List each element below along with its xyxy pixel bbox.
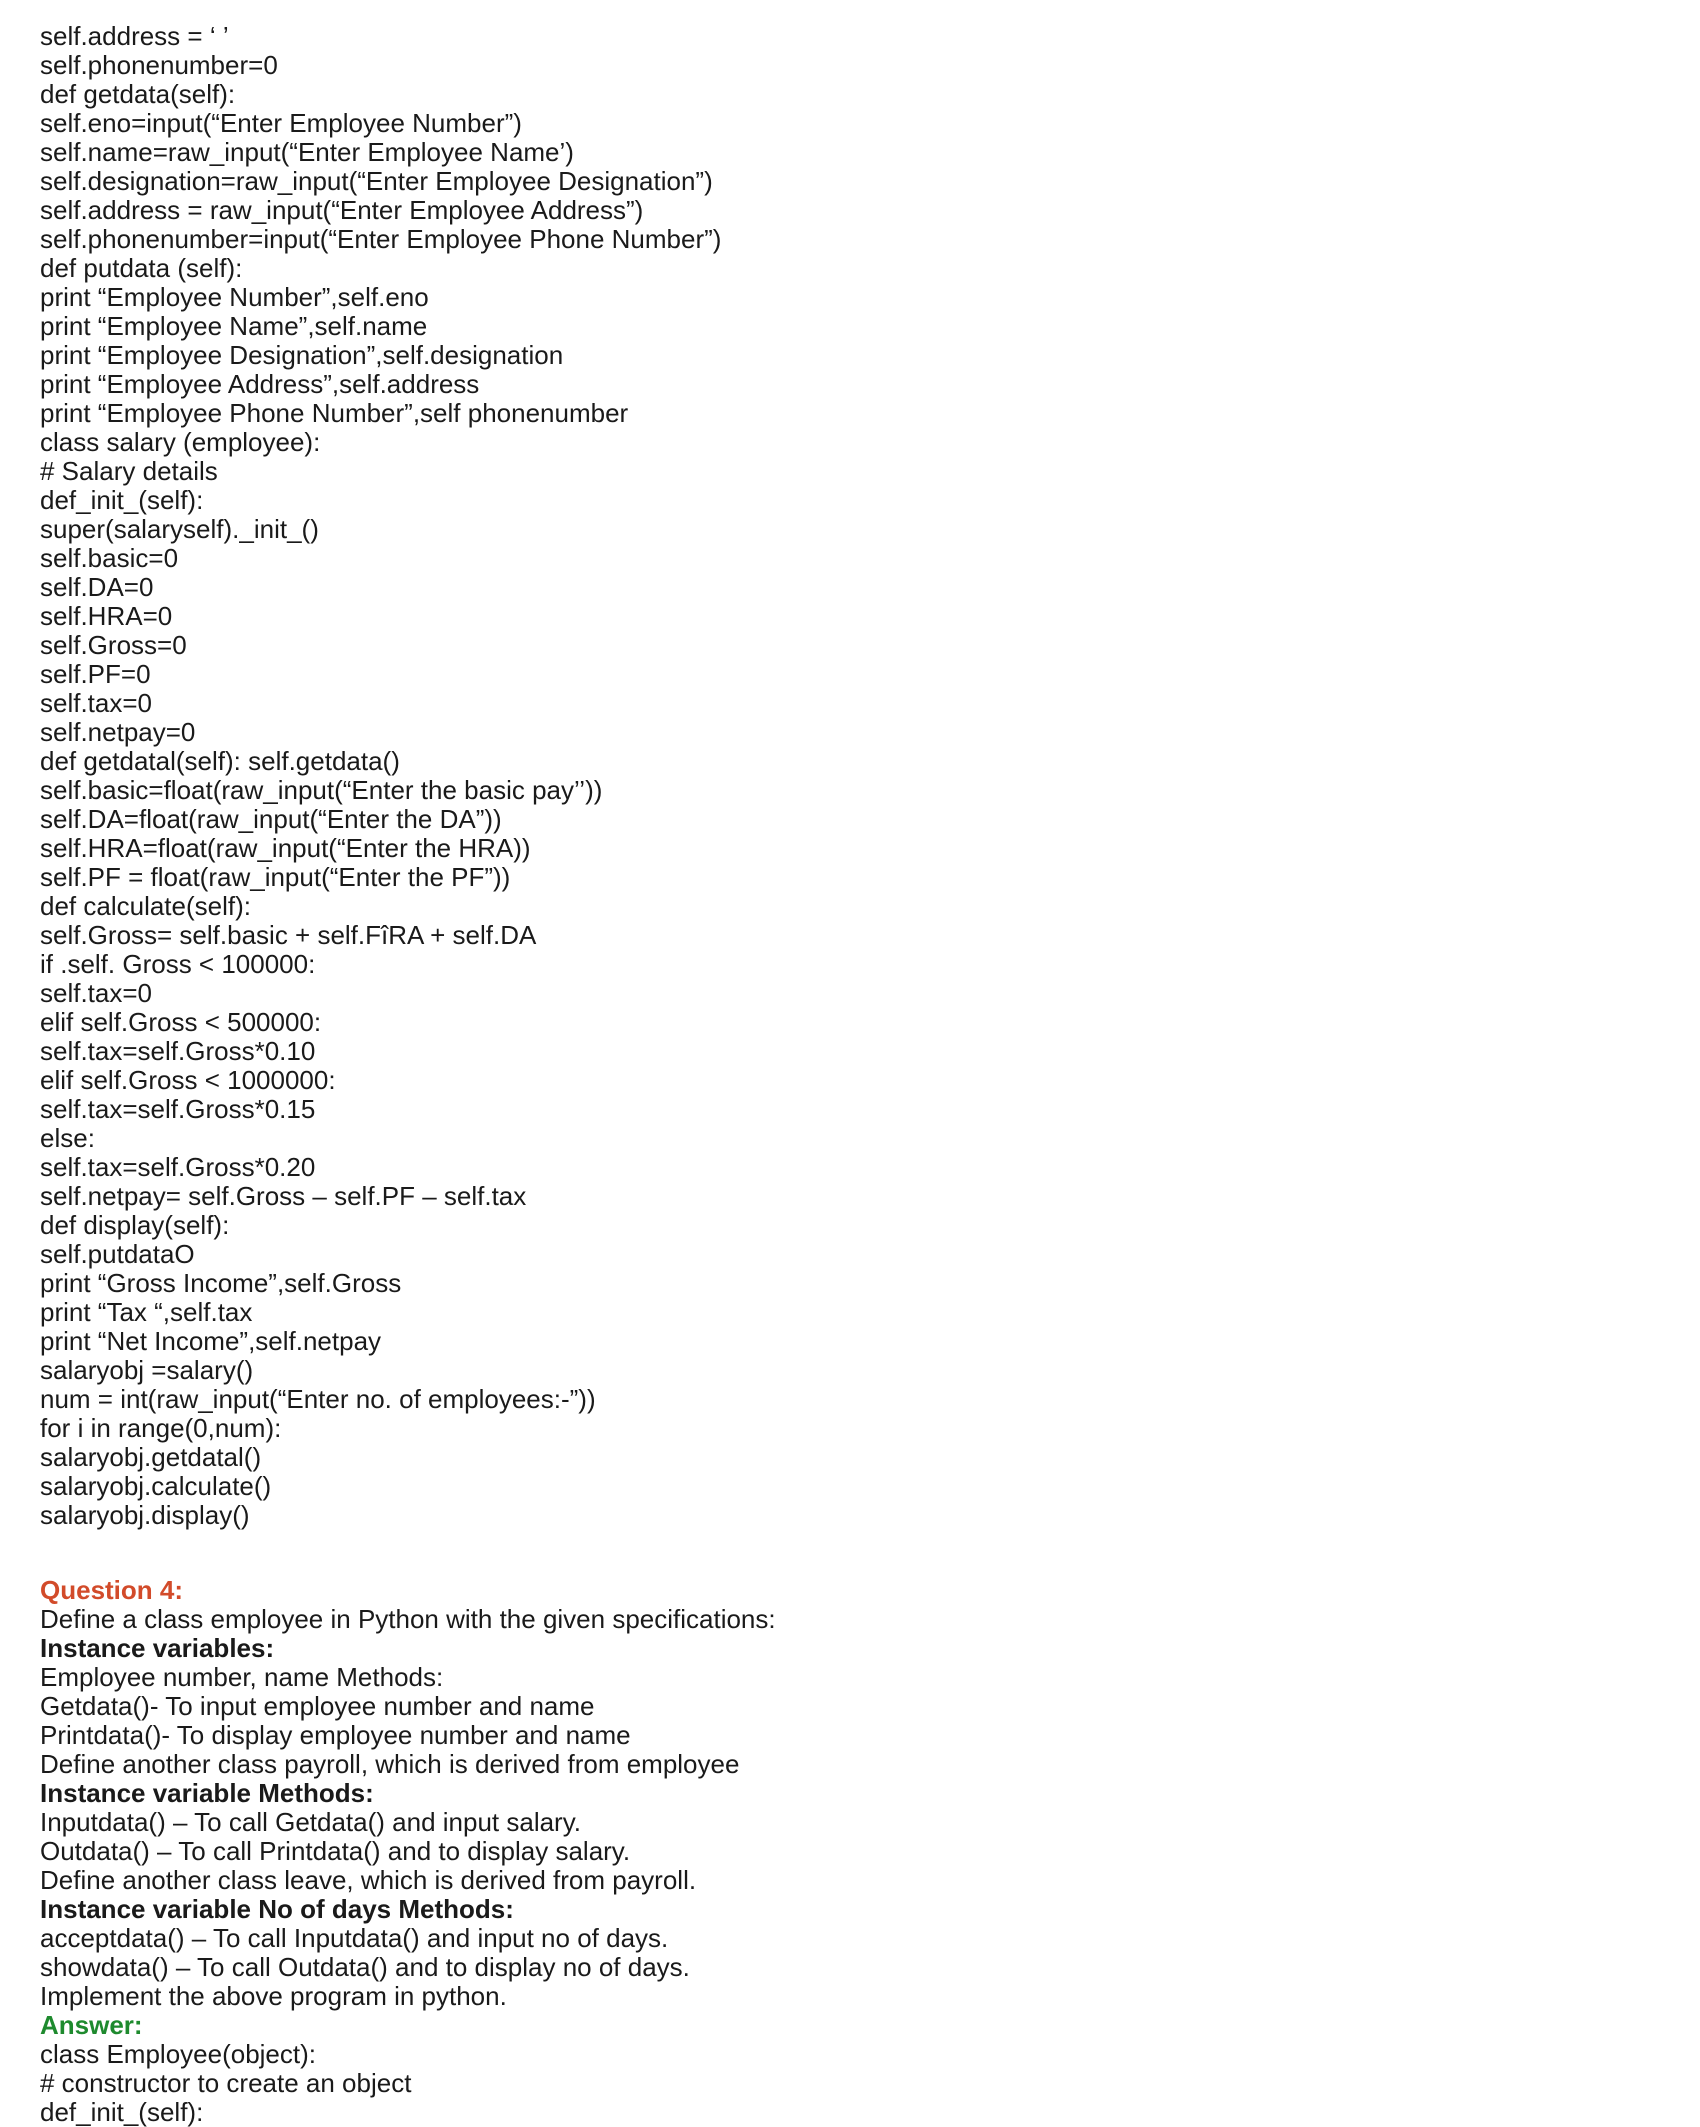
- code-line: self.DA=0: [40, 572, 154, 602]
- code-line: self.PF = float(raw_input(“Enter the PF”)): [40, 862, 511, 892]
- answer-heading: Answer:: [40, 2010, 143, 2040]
- code-line: print “Employee Designation”,self.designation: [40, 340, 564, 370]
- code-line: self.tax=self.Gross*0.15: [40, 1094, 316, 1124]
- code-line: self.name=raw_input(“Enter Employee Name’): [40, 137, 574, 167]
- code-line: self.Gross=0: [40, 630, 187, 660]
- code-line: self.basic=0: [40, 543, 179, 573]
- code-line: self.netpay=0: [40, 717, 196, 747]
- code-line: print “Net Income”,self.netpay: [40, 1326, 382, 1356]
- code-line: def putdata (self):: [40, 253, 243, 283]
- code-line: self.putdataO: [40, 1239, 195, 1269]
- code-line: self.designation=raw_input(“Enter Employee Designation”): [40, 166, 713, 196]
- document-page: [40, 22, 1680, 2127]
- code-line: print “Employee Address”,self.address: [40, 369, 480, 399]
- code-line: super(salaryself)._init_(): [40, 514, 319, 544]
- code-block-salary: [40, 22, 1680, 1530]
- code-line: self.HRA=0: [40, 601, 173, 631]
- code-line: self.phonenumber=0: [40, 50, 278, 80]
- code-line: self.address = ‘ ’: [40, 21, 229, 51]
- question-heading: Question 4:: [40, 1575, 184, 1605]
- code-line: elif self.Gross < 1000000:: [40, 1065, 336, 1095]
- question-line: Implement the above program in python.: [40, 1981, 507, 2011]
- code-line: self.PF=0: [40, 659, 151, 689]
- question-line: Employee number, name Methods:: [40, 1662, 444, 1692]
- code-line: def display(self):: [40, 1210, 230, 1240]
- code-line: elif self.Gross < 500000:: [40, 1007, 322, 1037]
- section-gap: [40, 1530, 1680, 1576]
- question-body: [40, 1605, 1680, 2011]
- code-line: salaryobj =salary(): [40, 1355, 254, 1385]
- question-line: Getdata()- To input employee number and name: [40, 1691, 595, 1721]
- question-line: acceptdata() – To call Inputdata() and input no of days.: [40, 1923, 669, 1953]
- code-line: print “Gross Income”,self.Gross: [40, 1268, 402, 1298]
- code-line: print “Tax “,self.tax: [40, 1297, 253, 1327]
- code-line: # Salary details: [40, 456, 218, 486]
- code-line: salaryobj.calculate(): [40, 1471, 272, 1501]
- code-line: else:: [40, 1123, 95, 1153]
- code-line: self.DA=float(raw_input(“Enter the DA”)): [40, 804, 502, 834]
- question-line: Instance variable No of days Methods:: [40, 1894, 514, 1924]
- code-line: class salary (employee):: [40, 427, 321, 457]
- code-line: def calculate(self):: [40, 891, 251, 921]
- code-line: print “Employee Phone Number”,self phonenumber: [40, 398, 629, 428]
- answer-code-line: class Employee(object):: [40, 2039, 316, 2069]
- code-line: def_init_(self):: [40, 485, 204, 515]
- code-line: def getdatal(self): self.getdata(): [40, 746, 400, 776]
- code-line: self.address = raw_input(“Enter Employee Address”): [40, 195, 644, 225]
- code-line: self.basic=float(raw_input(“Enter the basic pay’’)): [40, 775, 603, 805]
- question-line: Define a class employee in Python with the given specifications:: [40, 1604, 776, 1634]
- code-line: self.tax=self.Gross*0.20: [40, 1152, 316, 1182]
- code-line: salaryobj.getdatal(): [40, 1442, 262, 1472]
- question-line: Outdata() – To call Printdata() and to display salary.: [40, 1836, 631, 1866]
- code-line: for i in range(0,num):: [40, 1413, 282, 1443]
- code-line: self.eno=input(“Enter Employee Number”): [40, 108, 522, 138]
- code-line: num = int(raw_input(“Enter no. of employees:-”)): [40, 1384, 596, 1414]
- code-line: salaryobj.display(): [40, 1500, 250, 1530]
- question-line: Printdata()- To display employee number and name: [40, 1720, 631, 1750]
- code-line: self.Gross= self.basic + self.FîRA + self.DA: [40, 920, 537, 950]
- code-line: print “Employee Name”,self.name: [40, 311, 428, 341]
- answer-code-line: # constructor to create an object: [40, 2068, 412, 2098]
- answer-code-line: def_init_(self):: [40, 2097, 204, 2127]
- code-line: self.HRA=float(raw_input(“Enter the HRA)): [40, 833, 531, 863]
- code-line: self.tax=0: [40, 688, 153, 718]
- code-line: self.tax=0: [40, 978, 153, 1008]
- code-line: self.phonenumber=input(“Enter Employee Phone Number”): [40, 224, 722, 254]
- code-line: def getdata(self):: [40, 79, 236, 109]
- question-line: Instance variable Methods:: [40, 1778, 374, 1808]
- question-line: Define another class leave, which is derived from payroll.: [40, 1865, 697, 1895]
- answer-code-block: [40, 2040, 1680, 2127]
- code-line: self.tax=self.Gross*0.10: [40, 1036, 316, 1066]
- code-line: if .self. Gross < 100000:: [40, 949, 316, 979]
- question-line: showdata() – To call Outdata() and to display no of days.: [40, 1952, 690, 1982]
- question-line: Inputdata() – To call Getdata() and input salary.: [40, 1807, 582, 1837]
- code-line: print “Employee Number”,self.eno: [40, 282, 429, 312]
- code-line: self.netpay= self.Gross – self.PF – self.tax: [40, 1181, 527, 1211]
- question-line: Instance variables:: [40, 1633, 275, 1663]
- question-line: Define another class payroll, which is derived from employee: [40, 1749, 740, 1779]
